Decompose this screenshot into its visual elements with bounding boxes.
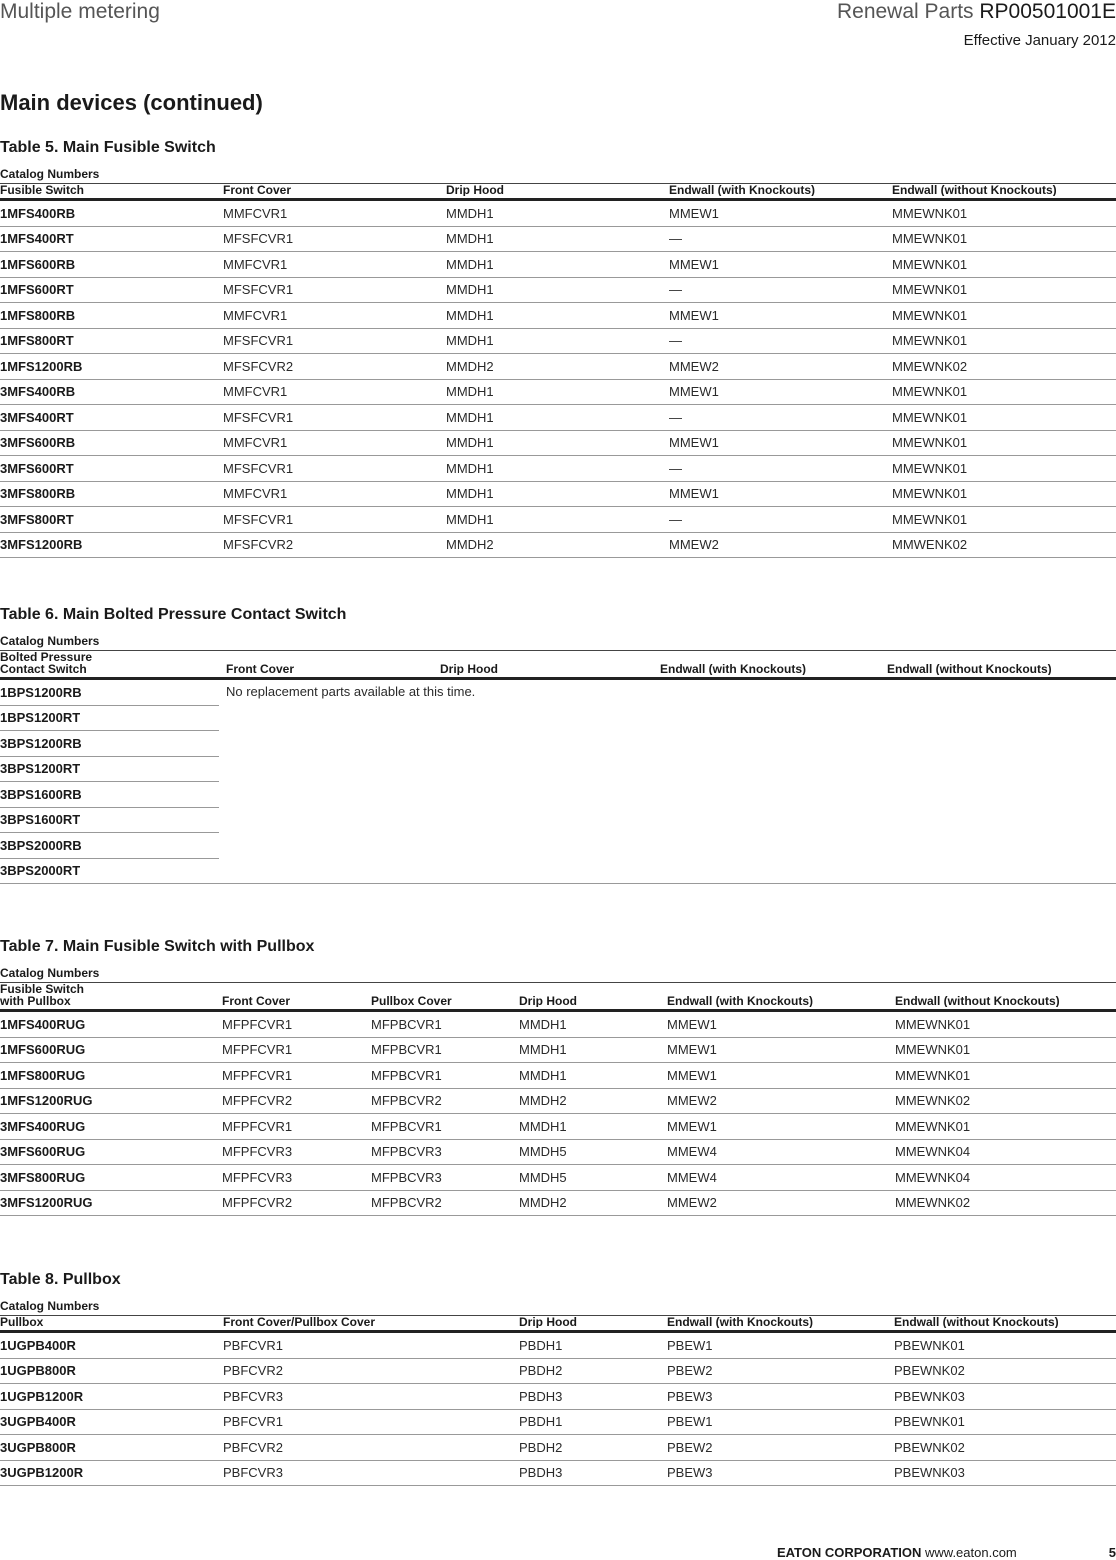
column-header: Endwall (with Knockouts) — [667, 1316, 813, 1328]
table-row — [0, 1114, 1116, 1140]
part-number-cell: MMEW1 — [669, 486, 719, 502]
part-number-cell: PBDH2 — [519, 1439, 563, 1455]
catalog-number-cell: 3MFS800RB — [0, 486, 76, 502]
part-number-cell: MMWENK02 — [892, 537, 968, 553]
catalog-number-cell: 1MFS1200RUG — [0, 1093, 93, 1109]
part-number-cell: MMDH2 — [446, 358, 494, 374]
part-number-cell: MMEW4 — [667, 1169, 717, 1185]
catalog-number-cell: 3UGPB400R — [0, 1414, 76, 1430]
part-number-cell: MMEWNK01 — [892, 333, 968, 349]
part-number-cell: MMEWNK01 — [892, 307, 968, 323]
part-number-cell: MFPFCVR1 — [222, 1042, 293, 1058]
part-number-cell: PBEW1 — [667, 1414, 713, 1430]
column-header: Front Cover — [222, 995, 291, 1007]
part-number-cell: — — [669, 333, 682, 349]
part-number-cell: — — [669, 231, 682, 247]
header-section-label: Multiple metering — [0, 0, 160, 23]
part-number-cell: — — [669, 282, 682, 298]
part-number-cell: PBFCVR3 — [223, 1388, 283, 1404]
part-number-cell: MMEWNK04 — [895, 1169, 971, 1185]
table-row — [0, 1165, 1116, 1191]
catalog-number-cell: 3MFS600RUG — [0, 1144, 86, 1160]
table-row — [0, 507, 1116, 533]
catalog-number-cell: 3MFS600RB — [0, 435, 76, 451]
part-number-cell: MMEWNK01 — [892, 435, 968, 451]
part-number-cell: MMEW4 — [667, 1144, 717, 1160]
table-row — [0, 1191, 1116, 1217]
page-number: 5 — [1108, 1545, 1116, 1560]
table-title: Table 7. Main Fusible Switch with Pullbox — [0, 938, 315, 955]
part-number-cell: MMDH1 — [446, 205, 494, 221]
column-header: Drip Hood — [519, 995, 577, 1007]
catalog-number-cell: 1MFS400RT — [0, 231, 74, 247]
part-number-cell: PBFCVR2 — [223, 1363, 283, 1379]
table-body — [0, 201, 1116, 558]
catalog-number-cell: 3BPS1200RB — [0, 735, 82, 751]
part-number-cell: MMDH1 — [446, 384, 494, 400]
table-row — [0, 380, 1116, 406]
footer-company: EATON CORPORATION — [776, 1545, 922, 1560]
part-number-cell: MFPBCVR2 — [371, 1195, 442, 1211]
part-number-cell: MMDH1 — [446, 409, 494, 425]
part-number-cell: PBEWNK02 — [894, 1439, 965, 1455]
part-number-cell: MMDH1 — [446, 333, 494, 349]
section-title: Main devices (continued) — [0, 90, 263, 115]
part-number-cell: MMEW2 — [667, 1093, 717, 1109]
catalog-numbers-label: Catalog Numbers — [0, 632, 1116, 651]
column-header: Pullbox Cover — [371, 995, 452, 1007]
part-number-cell: PBEWNK03 — [894, 1465, 965, 1481]
column-header: Endwall (with Knockouts) — [660, 663, 806, 675]
column-header: Endwall (with Knockouts) — [669, 184, 815, 196]
part-number-cell: PBDH1 — [519, 1414, 563, 1430]
catalog-number-cell: 3UGPB800R — [0, 1439, 76, 1455]
part-number-cell: MFPFCVR3 — [222, 1144, 293, 1160]
table-row — [0, 731, 219, 757]
table-row — [0, 757, 219, 783]
table-row — [0, 1359, 1116, 1385]
part-number-cell: MMDH1 — [446, 307, 494, 323]
header-doc-id: RP00501001E — [979, 0, 1116, 23]
table-row — [0, 1063, 1116, 1089]
no-parts-note: No replacement parts available at this time. — [226, 684, 476, 699]
part-number-cell: MMFCVR1 — [223, 435, 288, 451]
column-header: Pullbox — [0, 1316, 44, 1328]
column-header: Endwall (without Knockouts) — [895, 995, 1060, 1007]
part-number-cell: MFPBCVR3 — [371, 1144, 442, 1160]
part-number-cell: PBDH3 — [519, 1388, 563, 1404]
catalog-number-cell: 1BPS1200RB — [0, 684, 82, 700]
part-number-cell: MFPFCVR3 — [222, 1169, 293, 1185]
table-body — [0, 1333, 1116, 1486]
table-row — [0, 782, 219, 808]
table-header-row — [0, 1316, 1116, 1333]
part-number-cell: MMDH1 — [446, 231, 494, 247]
part-number-cell: MMEWNK01 — [892, 486, 968, 502]
catalog-number-cell: 3MFS1200RB — [0, 537, 83, 553]
table-body — [0, 1012, 1116, 1216]
part-number-cell: MMEW2 — [667, 1195, 717, 1211]
part-number-cell: MMEW1 — [669, 384, 719, 400]
column-header: Drip Hood — [440, 663, 498, 675]
part-number-cell: MMEW1 — [667, 1042, 717, 1058]
part-number-cell: MFPBCVR1 — [371, 1067, 442, 1083]
catalog-number-cell: 1BPS1200RT — [0, 710, 81, 726]
part-number-cell: PBFCVR1 — [223, 1414, 283, 1430]
table-row — [0, 252, 1116, 278]
catalog-number-cell: 3MFS400RT — [0, 409, 74, 425]
catalog-number-cell: 1MFS600RUG — [0, 1042, 86, 1058]
table-title: Table 6. Main Bolted Pressure Contact Switch — [0, 606, 347, 623]
part-number-cell: MMEWNK01 — [892, 231, 968, 247]
catalog-numbers-label: Catalog Numbers — [0, 964, 1116, 983]
table-row — [0, 329, 1116, 355]
part-number-cell: MFPBCVR1 — [371, 1042, 442, 1058]
part-number-cell: MMDH2 — [519, 1195, 567, 1211]
catalog-number-cell: 1UGPB1200R — [0, 1388, 84, 1404]
part-number-cell: MFSFCVR1 — [223, 231, 294, 247]
table-row — [0, 1461, 1116, 1487]
part-number-cell: MMEWNK01 — [892, 409, 968, 425]
column-header: Fusible Switch with Pullbox — [0, 983, 85, 1007]
catalog-number-cell: 3BPS1600RB — [0, 786, 82, 802]
table-row — [0, 354, 1116, 380]
table-row — [0, 1012, 1116, 1038]
part-number-cell: MFSFCVR2 — [223, 358, 294, 374]
table-row — [0, 680, 219, 706]
catalog-numbers-label: Catalog Numbers — [0, 165, 1116, 184]
table-row — [0, 201, 1116, 227]
part-number-cell: MFPBCVR3 — [371, 1169, 442, 1185]
part-number-cell: MMDH1 — [519, 1118, 567, 1134]
table-row — [0, 303, 1116, 329]
catalog-number-cell: 1MFS600RT — [0, 282, 74, 298]
part-number-cell: MFPBCVR1 — [371, 1016, 442, 1032]
footer-url: www.eaton.com — [921, 1545, 1017, 1560]
part-number-cell: MMDH2 — [446, 537, 494, 553]
part-number-cell: MMDH5 — [519, 1144, 567, 1160]
table-row — [0, 1140, 1116, 1166]
catalog-number-cell: 3BPS2000RT — [0, 863, 81, 879]
catalog-number-cell: 3MFS400RB — [0, 384, 76, 400]
part-number-cell: PBDH3 — [519, 1465, 563, 1481]
part-number-cell: MMDH2 — [519, 1093, 567, 1109]
part-number-cell: MMFCVR1 — [223, 486, 288, 502]
table-row — [0, 1089, 1116, 1115]
column-header: Endwall (with Knockouts) — [667, 995, 813, 1007]
part-number-cell: MMDH1 — [446, 460, 494, 476]
table-row — [0, 1333, 1116, 1359]
catalog-number-cell: 3MFS800RT — [0, 511, 74, 527]
part-number-cell: MFPFCVR1 — [222, 1118, 293, 1134]
catalog-number-cell: 1UGPB800R — [0, 1363, 76, 1379]
catalog-number-cell: 1MFS400RUG — [0, 1016, 86, 1032]
part-number-cell: PBEW3 — [667, 1388, 713, 1404]
part-number-cell: PBDH2 — [519, 1363, 563, 1379]
column-header: Bolted Pressure Contact Switch — [0, 651, 93, 675]
catalog-number-cell: 3BPS1200RT — [0, 761, 81, 777]
table-title: Table 5. Main Fusible Switch — [0, 139, 216, 156]
part-number-cell: MMDH1 — [446, 256, 494, 272]
part-number-cell: MFSFCVR1 — [223, 282, 294, 298]
part-number-cell: PBEWNK01 — [894, 1414, 965, 1430]
table-row — [0, 431, 1116, 457]
part-number-cell: MMEWNK01 — [892, 384, 968, 400]
catalog-number-cell: 3MFS800RUG — [0, 1169, 86, 1185]
table-row — [0, 278, 1116, 304]
part-number-cell: MMFCVR1 — [223, 205, 288, 221]
table-row — [0, 706, 219, 732]
part-number-cell: MMEWNK01 — [895, 1016, 971, 1032]
part-number-cell: — — [669, 460, 682, 476]
part-number-cell: MMFCVR1 — [223, 307, 288, 323]
table-5 — [0, 137, 1116, 558]
header-doc-prefix: Renewal Parts — [836, 0, 980, 23]
part-number-cell: MMEW1 — [667, 1016, 717, 1032]
part-number-cell: PBEWNK03 — [894, 1388, 965, 1404]
table-title: Table 8. Pullbox — [0, 1271, 121, 1288]
part-number-cell: — — [669, 511, 682, 527]
part-number-cell: PBEW3 — [667, 1465, 713, 1481]
part-number-cell: MMDH5 — [519, 1169, 567, 1185]
column-header: Front Cover — [223, 184, 292, 196]
column-header: Front Cover — [226, 663, 295, 675]
table-7 — [0, 936, 1116, 1216]
part-number-cell: MMDH1 — [519, 1067, 567, 1083]
part-number-cell: MMDH1 — [446, 282, 494, 298]
part-number-cell: MFSFCVR1 — [223, 460, 294, 476]
catalog-numbers-label: Catalog Numbers — [0, 1297, 1116, 1316]
part-number-cell: PBEWNK01 — [894, 1337, 965, 1353]
part-number-cell: MMEWNK01 — [892, 256, 968, 272]
part-number-cell: MMEWNK01 — [895, 1118, 971, 1134]
header-effective-date: Effective January 2012 — [963, 32, 1116, 49]
part-number-cell: MMEW1 — [669, 435, 719, 451]
table-body — [0, 680, 1116, 884]
part-number-cell: MMEWNK02 — [892, 358, 968, 374]
table-6 — [0, 604, 1116, 884]
table-row — [0, 1038, 1116, 1064]
catalog-number-cell: 3UGPB1200R — [0, 1465, 84, 1481]
part-number-cell: MMEW1 — [669, 205, 719, 221]
part-number-cell: MFSFCVR1 — [223, 333, 294, 349]
part-number-cell: MMFCVR1 — [223, 384, 288, 400]
part-number-cell: MMDH1 — [519, 1042, 567, 1058]
part-number-cell: MMFCVR1 — [223, 256, 288, 272]
column-header: Drip Hood — [446, 184, 504, 196]
part-number-cell: MMEW1 — [669, 307, 719, 323]
part-number-cell: MMEW1 — [667, 1067, 717, 1083]
table-row — [0, 1384, 1116, 1410]
table-row — [0, 1435, 1116, 1461]
part-number-cell: PBEW2 — [667, 1363, 713, 1379]
table-row — [0, 859, 1116, 885]
part-number-cell: MMEWNK01 — [892, 460, 968, 476]
part-number-cell: MMDH1 — [446, 486, 494, 502]
part-number-cell: PBDH1 — [519, 1337, 563, 1353]
column-header: Drip Hood — [519, 1316, 577, 1328]
catalog-number-cell: 3MFS400RUG — [0, 1118, 86, 1134]
catalog-number-cell: 3MFS1200RUG — [0, 1195, 93, 1211]
table-8 — [0, 1269, 1116, 1486]
part-number-cell: MMEWNK01 — [892, 511, 968, 527]
table-row — [0, 808, 219, 834]
catalog-number-cell: 1MFS600RB — [0, 256, 76, 272]
part-number-cell: MMEWNK01 — [892, 205, 968, 221]
part-number-cell: MFPFCVR1 — [222, 1016, 293, 1032]
table-row — [0, 482, 1116, 508]
part-number-cell: MMEW2 — [669, 358, 719, 374]
column-header: Endwall (without Knockouts) — [892, 184, 1057, 196]
catalog-number-cell: 3MFS600RT — [0, 460, 74, 476]
column-header: Fusible Switch — [0, 184, 85, 196]
part-number-cell: MFPFCVR1 — [222, 1067, 293, 1083]
part-number-cell: MFPFCVR2 — [222, 1195, 293, 1211]
part-number-cell: MMDH1 — [446, 511, 494, 527]
catalog-number-cell: 3BPS2000RB — [0, 837, 82, 853]
part-number-cell: MMDH1 — [446, 435, 494, 451]
part-number-cell: PBFCVR3 — [223, 1465, 283, 1481]
table-row — [0, 533, 1116, 559]
table-header-row — [0, 651, 1116, 680]
table-row — [0, 1410, 1116, 1436]
catalog-number-cell: 1UGPB400R — [0, 1337, 76, 1353]
part-number-cell: MFSFCVR1 — [223, 409, 294, 425]
part-number-cell: PBFCVR1 — [223, 1337, 283, 1353]
part-number-cell: MFSFCVR2 — [223, 537, 294, 553]
catalog-number-cell: 1MFS800RUG — [0, 1067, 86, 1083]
catalog-number-cell: 1MFS1200RB — [0, 358, 83, 374]
catalog-number-cell: 1MFS800RT — [0, 333, 74, 349]
table-row — [0, 456, 1116, 482]
catalog-number-cell: 3BPS1600RT — [0, 812, 81, 828]
part-number-cell: — — [669, 409, 682, 425]
part-number-cell: MMEWNK04 — [895, 1144, 971, 1160]
table-row — [0, 227, 1116, 253]
catalog-number-cell: 1MFS800RB — [0, 307, 76, 323]
column-header: Endwall (without Knockouts) — [894, 1316, 1059, 1328]
part-number-cell: MMEWNK01 — [895, 1067, 971, 1083]
part-number-cell: MMEW2 — [669, 537, 719, 553]
part-number-cell: MFPBCVR2 — [371, 1093, 442, 1109]
part-number-cell: PBEW2 — [667, 1439, 713, 1455]
part-number-cell: MMEWNK01 — [892, 282, 968, 298]
table-row — [0, 405, 1116, 431]
part-number-cell: PBEW1 — [667, 1337, 713, 1353]
part-number-cell: MMEW1 — [667, 1118, 717, 1134]
part-number-cell: MMEWNK01 — [895, 1042, 971, 1058]
column-header: Front Cover/Pullbox Cover — [223, 1316, 376, 1328]
part-number-cell: MMEW1 — [669, 256, 719, 272]
catalog-number-cell: 1MFS400RB — [0, 205, 76, 221]
part-number-cell: MFSFCVR1 — [223, 511, 294, 527]
column-header: Endwall (without Knockouts) — [887, 663, 1052, 675]
part-number-cell: MMEWNK02 — [895, 1195, 971, 1211]
part-number-cell: MMDH1 — [519, 1016, 567, 1032]
part-number-cell: PBFCVR2 — [223, 1439, 283, 1455]
part-number-cell: MMEWNK02 — [895, 1093, 971, 1109]
part-number-cell: MFPBCVR1 — [371, 1118, 442, 1134]
table-header-row — [0, 983, 1116, 1012]
table-header-row — [0, 184, 1116, 201]
table-row — [0, 833, 219, 859]
header-doc-label — [837, 0, 1116, 24]
part-number-cell: MFPFCVR2 — [222, 1093, 293, 1109]
part-number-cell: PBEWNK02 — [894, 1363, 965, 1379]
